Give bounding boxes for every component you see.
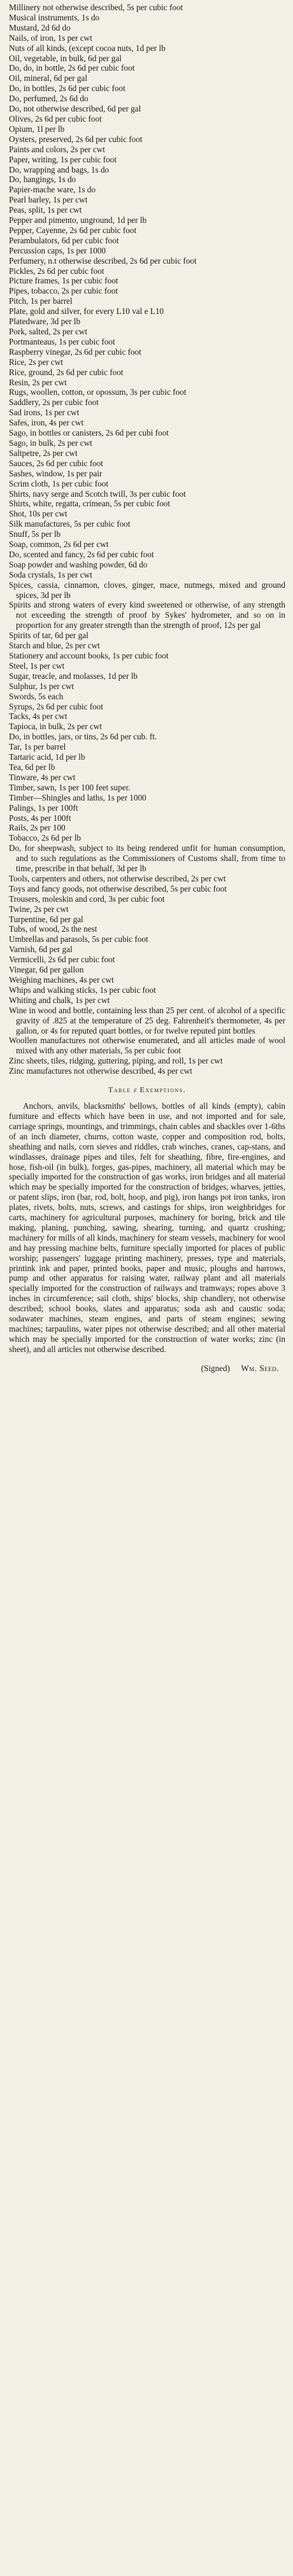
tariff-entry: Oil, mineral, 6d per gal bbox=[9, 73, 88, 83]
tariff-entry: Syrups, 2s 6d per cubic foot bbox=[9, 701, 103, 711]
tariff-entry: Sago, in bottles or canisters, 2s 6d per cubi foot bbox=[9, 428, 169, 438]
tariff-entry: Paints and colors, 2s per cwt bbox=[9, 144, 105, 154]
tariff-entry: Vermicelli, 2s 6d per cubic foot bbox=[9, 955, 115, 965]
tariff-entry: Weighing machines, 4s per cwt bbox=[9, 975, 114, 985]
tariff-entry: Trousers, moleskin and cord, 3s per cubic foot bbox=[9, 893, 165, 904]
tariff-entry: Do, scented and fancy, 2s 6d per cubic foot bbox=[9, 549, 154, 559]
tariff-entry: Sashes, window, 1s per pair bbox=[9, 468, 103, 478]
tariff-entry: Palings, 1s per 100ft bbox=[9, 802, 78, 813]
tariff-entry: Safes, iron, 4s per cwt bbox=[9, 418, 84, 428]
signature-line bbox=[9, 1363, 279, 1374]
tariff-entry: Woollen manufactures not otherwise enumerated, and all articles made of wool mixed with any other materials, 5s per cubic foot bbox=[9, 1035, 285, 1056]
tariff-entry: Musical instruments, 1s do bbox=[9, 12, 100, 22]
tariff-entry: Sago, in bulk, 2s per cwt bbox=[9, 438, 92, 448]
tariff-entry: Wine in wood and bottle, containing less than 25 per cent. of alcohol of a specific gravity of .825 at the temperature of 25 deg. Fahrenheit's thermometer, 4s per gallon, or 4s for reputed quart bottles, or for twelve reputed pint bottles bbox=[9, 1005, 285, 1035]
exemptions-body: Anchors, anvils, blacksmiths' bellows, bottles of all kinds (empty), cabin furniture and effects which have been in use, and not imported and for sale, carriage springs, mountings, and trimmings, chain cables and shackles over 1-6ths of an inch diameter, churns, cotton waste, copper and composition rod, bolts, sheathing and nails, corn sieves and riddles, crab winches, cranes, cap-stans, and windlasses, drainage pipes and tiles, felt for sheathing, fibre, fire-engines, and hose, fish-oil (in bulk), forges, gas-pipes, machinery, all material which may be specially imported for the construction of gas works, iron bridges and all material which may be specially imported for the construction of bridges, wharves, jetties, or patent slips, iron (bar, rod, bolt, hoop, and pig), iron hangs pot iron tanks, iron plates, rivets, bolts, nuts, screws, and castings for ships, iron weighbridges for carts, machinery for agricultural purposes, machinery for boring, brick and tile making, planing, punching, sawing, shearing, turning, and quartz crushing; machinery for mills of all kinds, machinery for steam vessels, machinery for wool and hay pressing machine belts, furniture specially imported for places of public worship; passengers' luggage printing machinery, presses, type and materials, printink ink and paper, printed books, paper and music, ploughs and harrows, pump and other apparatus for raising water, railway plant and all materials specially imported for the construction of railways and tramways; ropes above 3 inches in circumference; sail cloth, ships' blocks, ship chandlery, not otherwise described; school books, slates and apparatus; soda ash and caustic soda; sodawater machines, steam engines, and parts of steam engines; sewing machines; tarpaulins, water pipes not otherwise described; and all other material which may be specially imported for the construction of water works; zinc (in sheet), and all articles not otherwise described. bbox=[9, 1101, 285, 1354]
tariff-entry: Pitch, 1s per barrel bbox=[9, 296, 73, 306]
tariff-entry: Millinery not otherwise described, 5s per cubic foot bbox=[9, 3, 183, 12]
tariff-entry: Oysters, preserved, 2s 6d per cubic foot bbox=[9, 134, 143, 144]
tariff-entry: Do, in bottles, jars, or tins, 2s 6d per cub. ft. bbox=[9, 732, 157, 742]
tariff-entry: Rugs, woollen, cotton, or opossum, 3s per cubic foot bbox=[9, 387, 187, 397]
tariff-entry: Tar, 1s per barrel bbox=[9, 742, 66, 752]
tariff-entry: Nails, of iron, 1s per cwt bbox=[9, 32, 92, 43]
tariff-entry: Posts, 4s per 100ft bbox=[9, 813, 71, 823]
tariff-entry: Platedware, 3d per lb bbox=[9, 317, 81, 327]
tariff-entry: Perfumery, n.t otherwise described, 2s 6d per cubic foot bbox=[9, 255, 197, 266]
exemptions-heading bbox=[9, 1085, 285, 1095]
tariff-entry: Twine, 2s per cwt bbox=[9, 904, 69, 914]
tariff-entry: Zinc sheets, tiles, ridging, guttering, piping, and roll, 1s per cwt bbox=[9, 1056, 223, 1066]
tariff-entry: Pepper and pimento, unground, 1d per lb bbox=[9, 215, 147, 225]
tariff-entry: Umbrellas and parasols, 5s per cubic foot bbox=[9, 934, 148, 944]
tariff-entry: Papier-mache ware, 1s do bbox=[9, 185, 96, 195]
tariff-entry: Oil, vegetable, in bulk, 6d per gal bbox=[9, 53, 122, 63]
tariff-entry: Zinc manufactures not otherwise described, 4s per cwt bbox=[9, 1066, 192, 1076]
signature-signed-label: (Signed) bbox=[201, 1363, 231, 1373]
tariff-entry: Portmanteaus, 1s per cubic foot bbox=[9, 336, 115, 346]
tariff-entry: Resin, 2s per cwt bbox=[9, 377, 67, 387]
tariff-entry: Do, hangings, 1s do bbox=[9, 174, 76, 185]
tariff-entry: Pork, salted, 2s per cwt bbox=[9, 327, 88, 336]
tariff-entry: Do, wrapping and bags, 1s do bbox=[9, 164, 110, 174]
tariff-entry: Sauces, 2s 6d per cubic foot bbox=[9, 458, 103, 468]
tariff-entry: Do, perfumed, 2s 6d do bbox=[9, 94, 89, 104]
tariff-entry: Perambulators, 6d per cubic foot bbox=[9, 235, 119, 245]
tariff-entry: Do, in bottles, 2s 6d per cubic foot bbox=[9, 83, 125, 94]
tariff-entry: Sugar, treacle, and molasses, 1d per lb bbox=[9, 671, 138, 681]
tariff-entry: Soap, common, 2s 6d per cwt bbox=[9, 539, 109, 550]
tariff-entry: Stationery and account books, 1s per cubic foot bbox=[9, 651, 169, 660]
tariff-entry: Toys and fancy goods, not otherwise described, 5s per cubic foot bbox=[9, 883, 227, 893]
tariff-entry: Whips and walking sticks, 1s per cubic foot bbox=[9, 985, 156, 995]
tariff-entry: Tinware, 4s per cwt bbox=[9, 772, 76, 782]
tariff-entry: Silk manufactures, 5s per cubic foot bbox=[9, 519, 131, 529]
tariff-entry: Paper, writing, 1s per cubic foot bbox=[9, 154, 117, 164]
tariff-entry: Plate, gold and silver, for every L10 val e L10 bbox=[9, 306, 164, 317]
tariff-entry: Saltpetre, 2s per cwt bbox=[9, 448, 78, 458]
tariff-entry: Tea, 6d per lb bbox=[9, 762, 55, 772]
tariff-entry: Spirits and strong waters of every kind sweetened or otherwise, of any strength not exceeding the strength of proof by Sykes' hydrometer, and so on in proportion for any greater strength than the strength of proof, 12s per gal bbox=[9, 600, 285, 630]
tariff-entry: Sad irons, 1s per cwt bbox=[9, 408, 80, 418]
tariff-entry: Do, for sheepwash, subject to its being rendered unfit for human consumption, and to such regulations as the Commissioners of Customs shall, from time to time, prescribe in that behalf, 3d per lb bbox=[9, 843, 285, 874]
exemptions-heading-suffix: Exemptions. bbox=[139, 1085, 187, 1095]
tariff-entry: Swords, 5s each bbox=[9, 691, 64, 701]
tariff-entry: Tubs, of wood, 2s the nest bbox=[9, 924, 97, 934]
tariff-entry: Peas, split, 1s per cwt bbox=[9, 205, 82, 215]
tariff-entry: Timber, sawn, 1s per 100 feet super. bbox=[9, 782, 131, 792]
tariff-entry: Olives, 2s 6d per cubic foot bbox=[9, 113, 102, 124]
tariff-entry: Whiting and chalk, 1s per cwt bbox=[9, 995, 110, 1005]
tariff-entry: Saddlery, 2s per cubic foot bbox=[9, 397, 99, 408]
tariff-entry: Spirits of tar, 6d per gal bbox=[9, 630, 89, 641]
tariff-entry: Spices, cassia, cinnamon, cloves, ginger, mace, nutmegs, mixed and ground spices, 3d per lb bbox=[9, 580, 285, 600]
tariff-entry: Vinegar, 6d per gallon bbox=[9, 965, 84, 975]
tariff-entry: Mustard, 2d 6d do bbox=[9, 22, 71, 32]
tariff-entry: Pickles, 2s 6d per cubic foot bbox=[9, 266, 104, 276]
tariff-entry: Tapioca, in bulk, 2s per cwt bbox=[9, 722, 102, 732]
tariff-entry: Turpentine, 6d per gal bbox=[9, 914, 83, 924]
exemptions-heading-connector: f bbox=[134, 1085, 137, 1095]
tariff-entry: Timber—Shingles and laths, 1s per 1000 bbox=[9, 792, 146, 802]
tariff-entry: Opium, 1l per lb bbox=[9, 124, 65, 134]
tariff-entry: Starch and blue, 2s per cwt bbox=[9, 641, 100, 651]
tariff-entry: Picture frames, 1s per cubic foot bbox=[9, 276, 118, 286]
tariff-entry: Tacks, 4s per cwt bbox=[9, 711, 68, 722]
tariff-entry: Sulphur, 1s per cwt bbox=[9, 681, 75, 691]
tariff-entry: Do, do, in bottle, 2s 6d per cubic foot bbox=[9, 63, 135, 73]
tariff-entry: Shot, 10s per cwt bbox=[9, 509, 68, 519]
tariff-entry: Nuts of all kinds, (except cocoa nuts, 1d per lb bbox=[9, 43, 166, 53]
tariff-entry: Shirts, white, regatta, crimean, 5s per cubic foot bbox=[9, 499, 171, 509]
tariff-entry: Percussion caps, 1s per 1000 bbox=[9, 245, 106, 255]
signature-name: Wm. Seed. bbox=[241, 1363, 279, 1373]
tariff-entry: Rice, ground, 2s 6d per cubic foot bbox=[9, 367, 124, 377]
tariff-entry: Steel, 1s per cwt bbox=[9, 660, 65, 671]
tariff-entry: Rice, 2s per cwt bbox=[9, 357, 63, 367]
tariff-list bbox=[9, 3, 285, 1076]
tariff-entry: Tools, carpenters and others, not otherwise described, 2s per cwt bbox=[9, 873, 226, 883]
tariff-entry: Pipes, tobacco, 2s per cubic foot bbox=[9, 286, 118, 296]
exemptions-heading-prefix: Table bbox=[108, 1085, 131, 1095]
tariff-entry: Tartaric acid, 1d per lb bbox=[9, 752, 85, 762]
tariff-entry: Shirts, navy serge and Scotch twill, 3s per cubic foot bbox=[9, 488, 186, 499]
tariff-entry: Soda crystals, 1s per cwt bbox=[9, 569, 92, 580]
tariff-entry: Raspberry vinegar, 2s 6d per cubic foot bbox=[9, 346, 141, 357]
tariff-entry: Do, not otherwise described, 6d per gal bbox=[9, 104, 141, 114]
tariff-entry: Snuff, 5s per lb bbox=[9, 529, 61, 539]
tariff-entry: Rails, 2s per 100 bbox=[9, 823, 66, 833]
tariff-entry: Varnish, 6d per gal bbox=[9, 944, 73, 955]
tariff-entry: Pepper, Cayenne, 2s 6d per cubic foot bbox=[9, 225, 137, 235]
tariff-entry: Tobacco, 2s 6d per lb bbox=[9, 833, 81, 843]
tariff-entry: Soap powder and washing powder, 6d do bbox=[9, 559, 148, 569]
tariff-entry: Scrim cloth, 1s per cubic foot bbox=[9, 478, 109, 488]
tariff-entry: Pearl barley, 1s per cwt bbox=[9, 195, 88, 205]
